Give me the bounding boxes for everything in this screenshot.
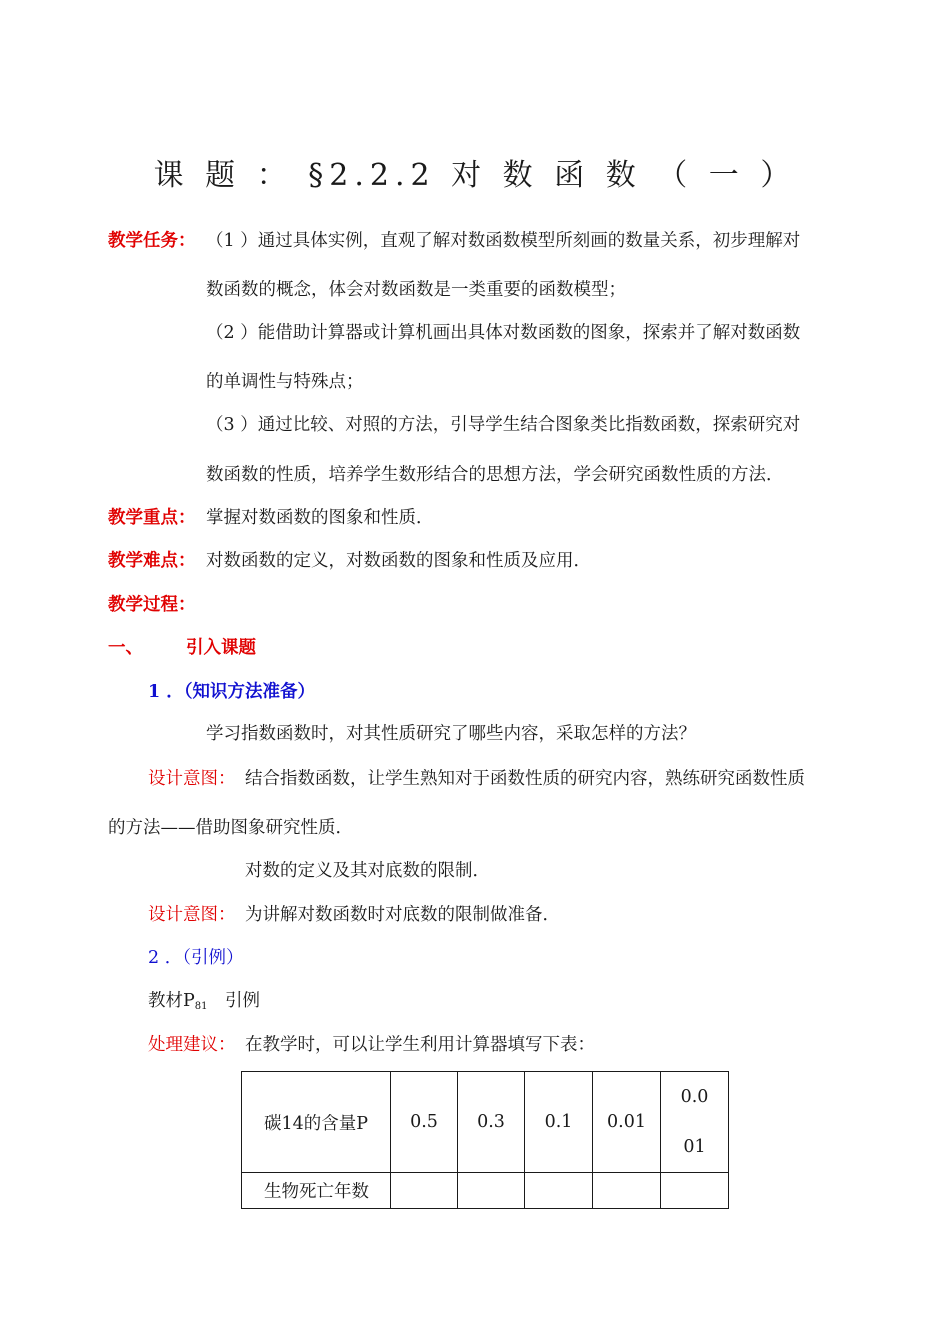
task-3-line-1: （3 ）通过比较、对照的方法，引导学生结合图象类比指数函数，探索研究对 <box>206 415 801 435</box>
suggestion-label: 处理建议： <box>148 1035 236 1055</box>
table-cell-empty <box>661 1173 729 1209</box>
task-2-line-2: 的单调性与特殊点； <box>206 372 364 392</box>
item-2-heading: 2 ．（引例） <box>148 948 244 968</box>
section-1-title: 引入课题 <box>186 638 256 658</box>
item-1-heading: 1 ．（知识方法准备） <box>148 682 316 702</box>
key-point-label: 教学重点： <box>108 508 196 528</box>
design-intent-2-text: 为讲解对数函数时对底数的限制做准备． <box>245 905 560 925</box>
task-2-line-1: （2 ）能借助计算器或计算机画出具体对数函数的图象，探索并了解对数函数 <box>206 323 801 343</box>
table-cell: 0.01 <box>593 1072 661 1173</box>
key-point-text: 掌握对数函数的图象和性质． <box>206 508 434 528</box>
difficulty-text: 对数函数的定义，对数函数的图象和性质及应用． <box>206 551 591 571</box>
table-cell: 0.1 <box>525 1072 593 1173</box>
textbook-reference: 教材$P_{81}$ 引例 <box>148 991 261 1012</box>
table-header-cell: 生物死亡年数 <box>242 1173 391 1209</box>
table-cell-empty <box>458 1173 525 1209</box>
design-intent-1-line-1: 结合指数函数，让学生熟知对于函数性质的研究内容，熟练研究函数性质 <box>245 769 805 789</box>
suggestion-text: 在教学时，可以让学生利用计算器填写下表： <box>245 1035 595 1055</box>
difficulty-label: 教学难点： <box>108 551 196 571</box>
tasks-label: 教学任务： <box>108 231 196 251</box>
log-definition-note: 对数的定义及其对底数的限制． <box>245 861 490 881</box>
task-1-line-2: 数函数的概念，体会对数函数是一类重要的函数模型； <box>206 280 626 300</box>
task-3-line-2: 数函数的性质，培养学生数形结合的思想方法，学会研究函数性质的方法． <box>206 465 784 485</box>
design-intent-1-label: 设计意图： <box>148 769 236 789</box>
design-intent-1-line-2: 的方法——借助图象研究性质． <box>108 818 353 838</box>
table-cell-empty <box>525 1173 593 1209</box>
textbook-page-subscript: 81 <box>194 1001 208 1012</box>
table-cell-empty <box>593 1173 661 1209</box>
design-intent-2-label: 设计意图： <box>148 905 236 925</box>
section-1-number: 一、 <box>108 638 143 658</box>
table-cell: 0.0 01 <box>661 1072 729 1173</box>
process-label: 教学过程： <box>108 595 196 615</box>
item-1-question: 学习指数函数时，对其性质研究了哪些内容，采取怎样的方法？ <box>206 724 696 744</box>
carbon-14-table <box>241 1071 729 1209</box>
table-row <box>242 1173 729 1209</box>
table-header-cell: 碳14的含量P <box>242 1072 391 1173</box>
table-cell: 0.5 <box>391 1072 458 1173</box>
table-cell-empty <box>391 1173 458 1209</box>
table-row <box>242 1072 729 1173</box>
page-title: 课 题 ： §2.2.2 对 数 函 数 （ 一 ） <box>153 158 797 193</box>
task-1-line-1: （1 ）通过具体实例，直观了解对数函数模型所刻画的数量关系，初步理解对 <box>206 231 801 251</box>
table-cell: 0.3 <box>458 1072 525 1173</box>
